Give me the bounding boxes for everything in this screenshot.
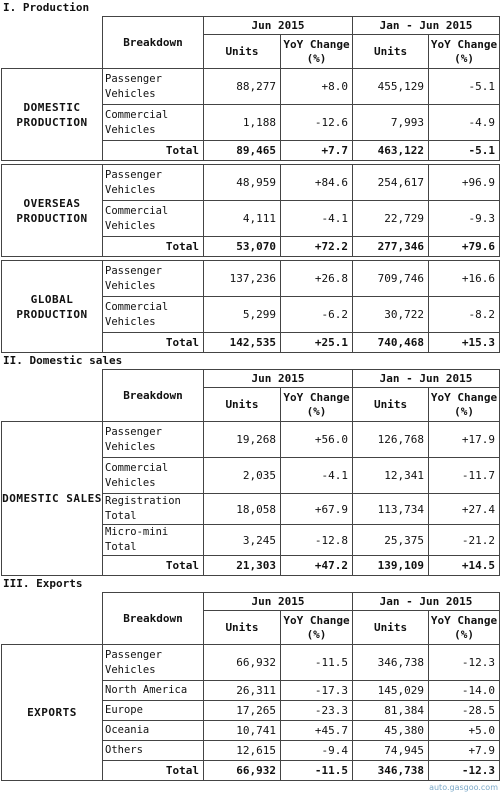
units-header: Units	[353, 388, 429, 422]
group-label: DOMESTIC PRODUCTION	[2, 69, 103, 161]
units-cell: 346,738	[353, 645, 429, 681]
units-cell: 12,341	[353, 458, 429, 494]
total-label: Total	[103, 141, 204, 161]
yoy-cell: +5.0	[429, 721, 500, 741]
units-cell: 7,993	[353, 105, 429, 141]
table-row	[2, 422, 500, 458]
row-label: Passenger Vehicles	[103, 422, 204, 458]
row-label: Passenger Vehicles	[103, 645, 204, 681]
yoy-cell: -12.3	[429, 645, 500, 681]
yoy-header: YoY Change (%)	[429, 611, 500, 645]
table-row	[2, 69, 500, 105]
yoy-cell: -9.3	[429, 201, 500, 237]
units-cell: 137,236	[204, 261, 281, 297]
total-yoy-cell: +14.5	[429, 556, 500, 576]
yoy-cell: -11.5	[281, 645, 353, 681]
yoy-cell: -28.5	[429, 701, 500, 721]
yoy-cell: +7.9	[429, 741, 500, 761]
group-label: EXPORTS	[2, 645, 103, 781]
period-jan-jun-header: Jan - Jun 2015	[353, 593, 500, 611]
yoy-cell: +84.6	[281, 165, 353, 201]
row-label: Micro-mini Total	[103, 525, 204, 556]
units-cell: 30,722	[353, 297, 429, 333]
total-label: Total	[103, 333, 204, 353]
yoy-cell: +8.0	[281, 69, 353, 105]
units-header: Units	[204, 35, 281, 69]
yoy-cell: -23.3	[281, 701, 353, 721]
yoy-cell: -12.6	[281, 105, 353, 141]
production-header-row-1	[2, 17, 500, 35]
breakdown-header: Breakdown	[103, 17, 204, 69]
sales-header-row-1	[2, 370, 500, 388]
units-cell: 66,932	[204, 645, 281, 681]
row-label: Oceania	[103, 721, 204, 741]
breakdown-header: Breakdown	[103, 593, 204, 645]
exports-table	[1, 592, 500, 781]
exports-section-title: III. Exports	[3, 577, 83, 590]
period-jun-header: Jun 2015	[204, 370, 353, 388]
yoy-cell: -4.1	[281, 458, 353, 494]
units-cell: 5,299	[204, 297, 281, 333]
group-label: OVERSEAS PRODUCTION	[2, 165, 103, 257]
period-jun-header: Jun 2015	[204, 17, 353, 35]
row-label: Commercial Vehicles	[103, 105, 204, 141]
units-cell: 3,245	[204, 525, 281, 556]
units-cell: 74,945	[353, 741, 429, 761]
breakdown-header: Breakdown	[103, 370, 204, 422]
exports-header-blank	[2, 593, 103, 645]
total-units-cell: 89,465	[204, 141, 281, 161]
units-cell: 254,617	[353, 165, 429, 201]
total-yoy-cell: -5.1	[429, 141, 500, 161]
yoy-cell: +45.7	[281, 721, 353, 741]
yoy-cell: -4.1	[281, 201, 353, 237]
total-label: Total	[103, 237, 204, 257]
yoy-cell: -14.0	[429, 681, 500, 701]
units-cell: 126,768	[353, 422, 429, 458]
total-yoy-cell: +79.6	[429, 237, 500, 257]
units-cell: 113,734	[353, 494, 429, 525]
total-yoy-cell: -12.3	[429, 761, 500, 781]
row-label: Europe	[103, 701, 204, 721]
units-cell: 88,277	[204, 69, 281, 105]
units-cell: 26,311	[204, 681, 281, 701]
total-units-cell: 346,738	[353, 761, 429, 781]
yoy-cell: -12.8	[281, 525, 353, 556]
yoy-cell: -17.3	[281, 681, 353, 701]
production-table	[1, 16, 500, 353]
row-label: Commercial Vehicles	[103, 458, 204, 494]
units-cell: 19,268	[204, 422, 281, 458]
yoy-cell: -8.2	[429, 297, 500, 333]
yoy-cell: -21.2	[429, 525, 500, 556]
row-label: Passenger Vehicles	[103, 69, 204, 105]
total-units-cell: 463,122	[353, 141, 429, 161]
period-jan-jun-header: Jan - Jun 2015	[353, 370, 500, 388]
total-label: Total	[103, 556, 204, 576]
units-cell: 45,380	[353, 721, 429, 741]
units-header: Units	[353, 35, 429, 69]
total-yoy-cell: -11.5	[281, 761, 353, 781]
total-yoy-cell: +25.1	[281, 333, 353, 353]
total-units-cell: 139,109	[353, 556, 429, 576]
yoy-cell: -9.4	[281, 741, 353, 761]
total-units-cell: 21,303	[204, 556, 281, 576]
units-cell: 455,129	[353, 69, 429, 105]
yoy-cell: +56.0	[281, 422, 353, 458]
units-header: Units	[204, 611, 281, 645]
row-label: North America	[103, 681, 204, 701]
row-label: Commercial Vehicles	[103, 201, 204, 237]
units-cell: 48,959	[204, 165, 281, 201]
period-jan-jun-header: Jan - Jun 2015	[353, 17, 500, 35]
units-cell: 25,375	[353, 525, 429, 556]
yoy-cell: +27.4	[429, 494, 500, 525]
watermark: auto.gasgoo.com	[429, 783, 498, 792]
units-cell: 18,058	[204, 494, 281, 525]
units-cell: 709,746	[353, 261, 429, 297]
yoy-cell: +67.9	[281, 494, 353, 525]
group-label: GLOBAL PRODUCTION	[2, 261, 103, 353]
exports-header-row-1	[2, 593, 500, 611]
yoy-cell: -5.1	[429, 69, 500, 105]
yoy-header: YoY Change (%)	[281, 611, 353, 645]
row-label: Others	[103, 741, 204, 761]
total-yoy-cell: +47.2	[281, 556, 353, 576]
units-cell: 145,029	[353, 681, 429, 701]
group-label: DOMESTIC SALES	[2, 422, 103, 576]
units-cell: 12,615	[204, 741, 281, 761]
row-label: Commercial Vehicles	[103, 297, 204, 333]
yoy-header: YoY Change (%)	[429, 35, 500, 69]
total-yoy-cell: +7.7	[281, 141, 353, 161]
yoy-cell: +17.9	[429, 422, 500, 458]
period-jun-header: Jun 2015	[204, 593, 353, 611]
total-units-cell: 142,535	[204, 333, 281, 353]
yoy-header: YoY Change (%)	[281, 35, 353, 69]
total-units-cell: 740,468	[353, 333, 429, 353]
production-header-blank	[2, 17, 103, 69]
row-label: Registration Total	[103, 494, 204, 525]
yoy-cell: +26.8	[281, 261, 353, 297]
production-section-title: I. Production	[3, 1, 90, 14]
sales-header-blank	[2, 370, 103, 422]
units-cell: 81,384	[353, 701, 429, 721]
units-cell: 10,741	[204, 721, 281, 741]
total-yoy-cell: +15.3	[429, 333, 500, 353]
domestic-sales-section-title: II. Domestic sales	[3, 354, 123, 367]
table-row	[2, 645, 500, 681]
total-units-cell: 53,070	[204, 237, 281, 257]
total-units-cell: 66,932	[204, 761, 281, 781]
yoy-cell: -6.2	[281, 297, 353, 333]
units-cell: 4,111	[204, 201, 281, 237]
yoy-cell: -4.9	[429, 105, 500, 141]
yoy-header: YoY Change (%)	[281, 388, 353, 422]
units-header: Units	[353, 611, 429, 645]
units-header: Units	[204, 388, 281, 422]
yoy-cell: +96.9	[429, 165, 500, 201]
table-row	[2, 261, 500, 297]
units-cell: 22,729	[353, 201, 429, 237]
domestic-sales-table	[1, 369, 500, 576]
table-row	[2, 165, 500, 201]
yoy-cell: +16.6	[429, 261, 500, 297]
total-units-cell: 277,346	[353, 237, 429, 257]
yoy-cell: -11.7	[429, 458, 500, 494]
row-label: Passenger Vehicles	[103, 261, 204, 297]
row-label: Passenger Vehicles	[103, 165, 204, 201]
total-label: Total	[103, 761, 204, 781]
units-cell: 2,035	[204, 458, 281, 494]
yoy-header: YoY Change (%)	[429, 388, 500, 422]
units-cell: 1,188	[204, 105, 281, 141]
total-yoy-cell: +72.2	[281, 237, 353, 257]
units-cell: 17,265	[204, 701, 281, 721]
